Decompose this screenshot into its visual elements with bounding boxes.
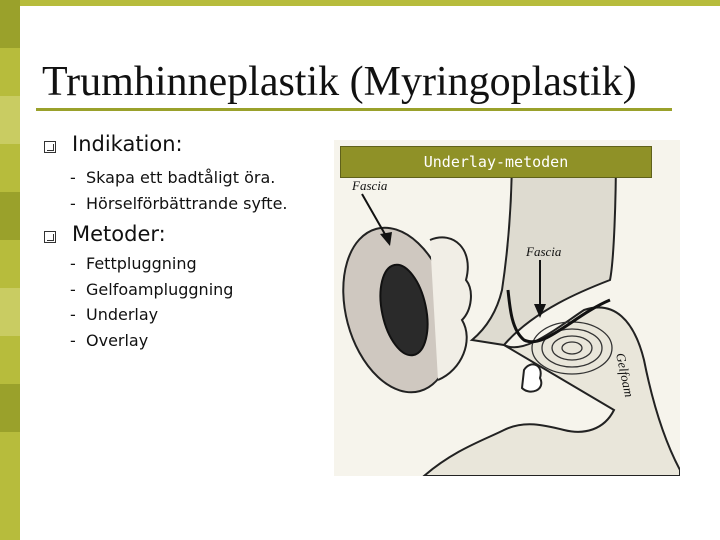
dash-marker: - — [70, 194, 76, 213]
sub-item: - Fettpluggning — [70, 254, 197, 273]
top-accent-strip — [0, 0, 720, 6]
slide-title: Trumhinneplastik (Myringoplastik) — [42, 59, 637, 105]
sub-item: - Overlay — [70, 331, 149, 350]
dash-marker: - — [70, 168, 76, 187]
side-square — [0, 384, 20, 432]
dash-marker: - — [70, 280, 76, 299]
figure-caption: Underlay-metoden — [340, 146, 652, 178]
title-underline — [36, 108, 672, 111]
sub-item: - Gelfoampluggning — [70, 280, 234, 299]
bullet-heading: Metoder: — [72, 222, 166, 246]
checkbox-bullet-icon — [44, 231, 56, 243]
sub-item: - Underlay — [70, 305, 159, 324]
checkbox-bullet-icon — [44, 141, 56, 153]
sub-item: - Hörselförbättrande syfte. — [70, 194, 288, 213]
label-fascia-right: Fascia — [526, 244, 562, 259]
dash-marker: - — [70, 305, 76, 324]
side-square — [0, 0, 20, 48]
dash-marker: - — [70, 331, 76, 350]
illustration-svg — [334, 140, 680, 476]
side-accent-bar — [0, 0, 20, 540]
side-square — [0, 96, 20, 144]
label-fascia-left: Fascia — [352, 178, 388, 193]
bullet-heading: Indikation: — [72, 132, 183, 156]
ear-surgery-illustration — [334, 140, 680, 476]
side-square — [0, 288, 20, 336]
dash-marker: - — [70, 254, 76, 273]
side-square — [0, 192, 20, 240]
sub-item: - Skapa ett badtåligt öra. — [70, 168, 276, 187]
label-gelfoam: Gelfoam — [613, 351, 638, 399]
